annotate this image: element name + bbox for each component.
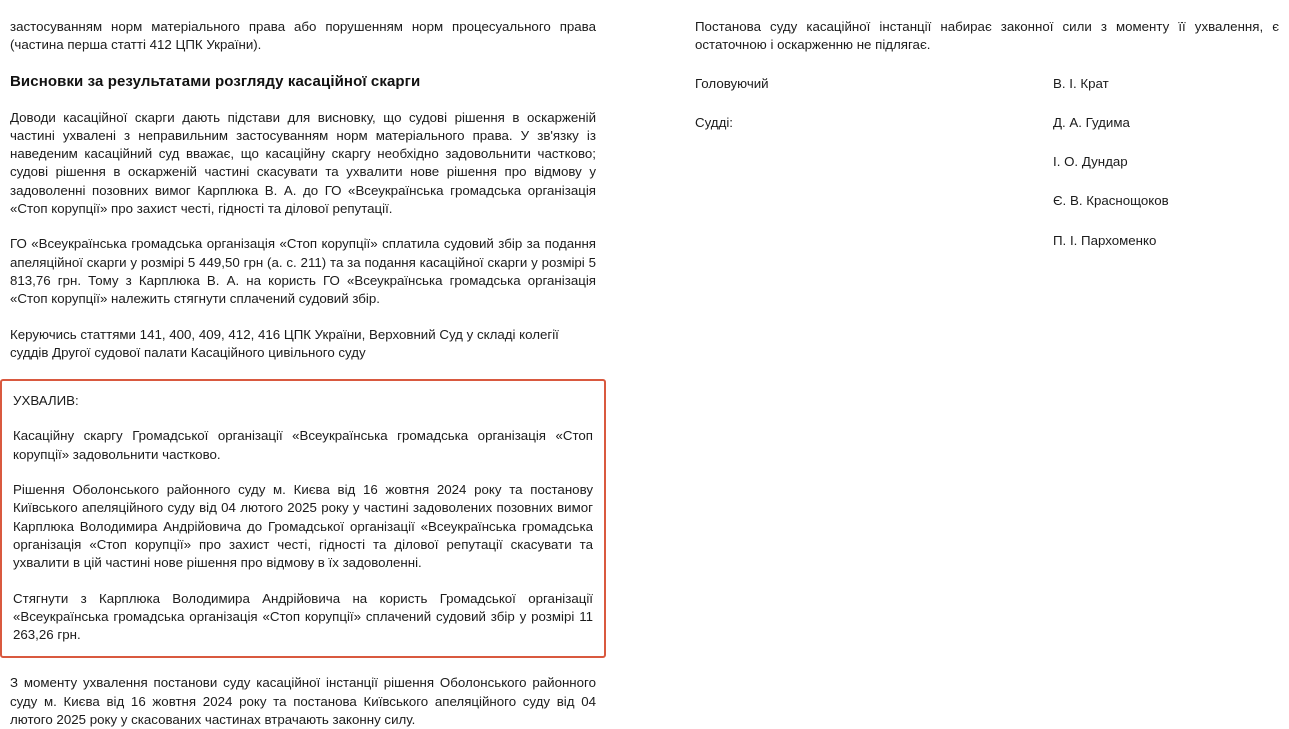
judge-name-2: І. О. Дундар [1053,154,1128,170]
highlighted-decision-box [0,379,606,658]
paragraph-effect: З моменту ухвалення постанови суду касаційної інстанції рішення Оболонського районного суду м. Києва від 16 жовтня 2024 року та постанова Київського апеляційного суду від 04 лютого 2025 року у скасованих частинах втрачають законну силу. [10,675,596,728]
right-column [695,18,1279,250]
paragraph-guided-by: Керуючись статтями 141, 400, 409, 412, 416 ЦПК України, Верховний Суд у складі колегії суддів Другої судової палати Касаційного цивільного суду [10,326,559,360]
judges-label: Судді: [695,114,733,130]
signature-row-judge-4 [695,232,1279,250]
paragraph-court-fee: ГО «Всеукраїнська громадська організація «Стоп корупції» сплатила судовий збір за подання апеляційної скарги у розмірі 5 449,50 грн (а. с. 211) та за подання касаційної скарги у розмірі 5 813,76 грн. Тому з Карплюка В. А. на користь ГО «Всеукраїнська громадська організація «Стоп корупції» належить стягнути сплачений судовий збір. [10,236,596,307]
judge-name-3: Є. В. Краснощоков [1053,193,1169,209]
signature-row-presiding [695,75,1279,93]
judge-name-4: П. І. Пархоменко [1053,232,1157,248]
presiding-name: В. І. Крат [1053,75,1109,91]
paragraph-final: Постанова суду касаційної інстанції набирає законної сили з моменту її ухвалення, є остаточною і оскарженню не підлягає. [695,19,1279,53]
signature-block [695,75,1279,250]
paragraph-reasoning: Доводи касаційної скарги дають підстави для висновку, що судові рішення в оскарженій частині ухвалені з неправильним застосуванням норм матеріального права. У зв'язку із наведеним касаційний суд вважає, що касаційну скаргу необхідно задовольнити частково; судові рішення в оскарженій частині скасувати та ухвалити нове рішення про відмову у задоволенні позовних вимог Карплюка В. А. до ГО «Всеукраїнська громадська організація «Стоп корупції» про захист честі, гідності та ділової репутації. [10,109,596,217]
signature-row-judge-2 [695,153,1279,171]
continued-paragraph: застосуванням норм матеріального права або порушенням норм процесуального права (частина перша статті 412 ЦПК України). [10,19,596,53]
decision-item-3: Стягнути з Карплюка Володимира Андрійовича на користь Громадської організації «Всеукраїнська громадська організація «Стоп корупції» сплачений судовий збір у розмірі 11 263,26 грн. [13,590,593,643]
decision-label: УХВАЛИВ: [13,393,79,409]
judge-name-1: Д. А. Гудима [1053,114,1130,130]
signature-row-judge-1 [695,114,1279,132]
section-heading: Висновки за результатами розгляду касаційної скарги [10,72,421,90]
decision-item-1: Касаційну скаргу Громадської організації «Всеукраїнська громадська організація «Стоп корупції» задовольнити частково. [13,428,593,462]
decision-item-2: Рішення Оболонського районного суду м. Києва від 16 жовтня 2024 року та постанову Київського апеляційного суду від 04 лютого 2025 року у частині задоволених позовних вимог Карплюка Володимира Андрійовича до Громадської організації «Всеукраїнська громадська організація «Стоп корупції» про захист честі, гідності та ділової репутації скасувати та ухвалити в цій частині нове рішення про відмову в їх задоволенні. [13,482,593,571]
left-column [10,18,596,729]
presiding-label: Головуючий [695,75,769,91]
signature-row-judge-3 [695,192,1279,210]
